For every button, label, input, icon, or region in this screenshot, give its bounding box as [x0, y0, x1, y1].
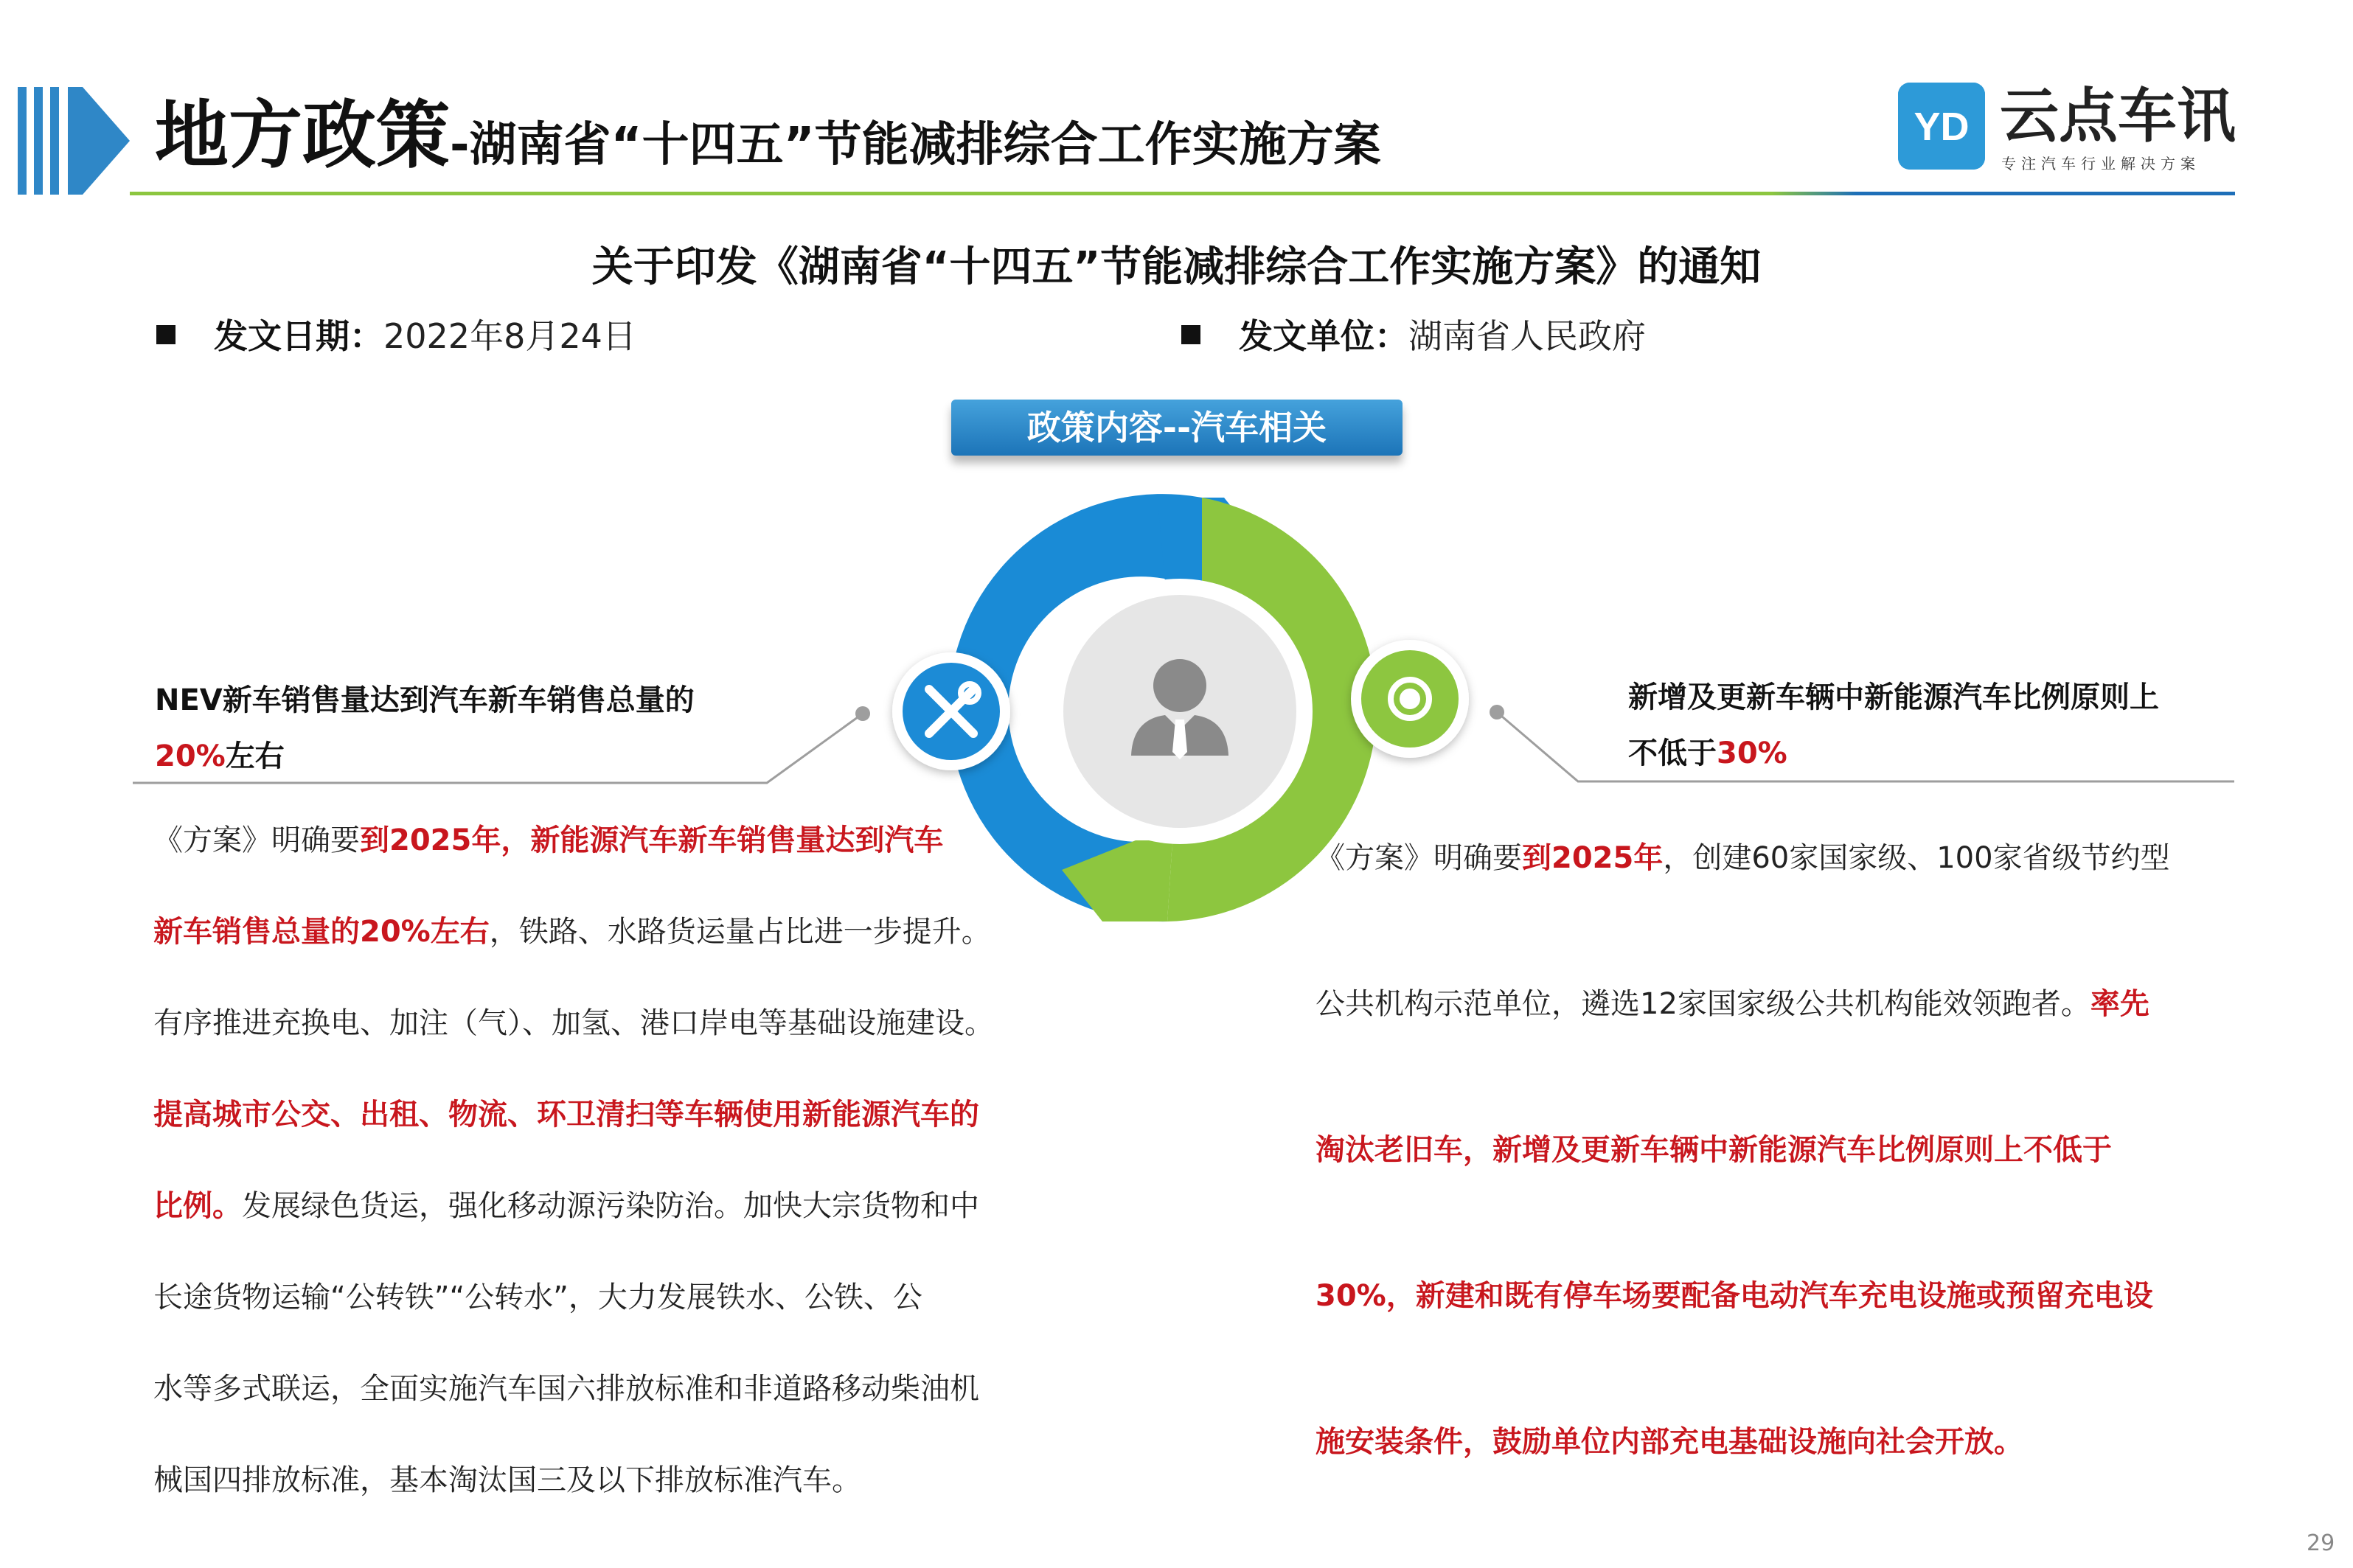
left-body-line: 械国四排放标准，基本淘汰国三及以下排放标准汽车。: [153, 1463, 861, 1497]
date-value: 2022年8月24日: [383, 316, 636, 356]
header-divider: [130, 192, 2235, 195]
left-heading-line1: NEV新车销售量达到汽车新车销售总量的: [155, 683, 695, 717]
left-body-line: 提高城市公交、出租、物流、环卫清扫等车辆使用新能源汽车的: [153, 1098, 979, 1132]
title-sub: -湖南省“十四五”节能减排综合工作实施方案: [450, 118, 1381, 173]
right-heading: [1628, 669, 2159, 781]
left-body-line: 新车销售总量的20%左右，铁路、水路货运量占比进一步提升。: [153, 915, 991, 949]
logo-mark-text: YD: [1914, 105, 1970, 149]
right-body-line: 淘汰老旧车，新增及更新车辆中新能源汽车比例原则上不低于: [1315, 1133, 2112, 1167]
left-heading: [155, 672, 695, 784]
left-body-line: 有序推进充换电、加注（气）、加氢、港口岸电等基础设施建设。: [153, 1006, 994, 1040]
notice-title: 关于印发《湖南省“十四五”节能减排综合工作实施方案》的通知: [591, 243, 1762, 291]
right-heading-prefix: 不低于: [1628, 736, 1717, 770]
right-body-line: 30%，新建和既有停车场要配备电动汽车充电设施或预留充电设: [1315, 1279, 2153, 1313]
issuing-unit: [1181, 310, 1646, 358]
right-body: [1315, 834, 2170, 1564]
left-heading-value: 20%: [155, 739, 226, 773]
unit-value: 湖南省人民政府: [1408, 316, 1646, 356]
unit-label: 发文单位：: [1239, 316, 1408, 356]
page-number: 29: [2307, 1530, 2335, 1556]
left-body-line: 《方案》明确要到2025年，新能源汽车新车销售量达到汽车: [153, 823, 944, 857]
bullet-square-icon: [156, 325, 175, 344]
left-body-line: 水等多式联运，全面实施汽车国六排放标准和非道路移动柴油机: [153, 1372, 979, 1406]
date-label: 发文日期：: [214, 316, 383, 356]
title-main: 地方政策: [155, 92, 450, 178]
right-body-line: 公共机构示范单位，遴选12家国家级公共机构能效领跑者。率先: [1315, 987, 2149, 1021]
logo-slogan: 专注汽车行业解决方案: [2001, 155, 2200, 173]
right-body-line: 施安装条件，鼓励单位内部充电基础设施向社会开放。: [1315, 1425, 2023, 1459]
logo-text: 云点车讯: [2000, 82, 2236, 150]
issue-date: [156, 310, 636, 358]
right-body-line: 《方案》明确要到2025年，创建60家国家级、100家省级节约型: [1315, 841, 2170, 875]
section-banner: 政策内容--汽车相关: [951, 400, 1403, 456]
left-connector-dot: [855, 706, 870, 721]
left-body-line: 比例。发展绿色货运，强化移动源污染防治。加快大宗货物和中: [153, 1189, 979, 1223]
left-body-line: 长途货物运输“公转铁”“公转水”，大力发展铁水、公铁、公: [153, 1280, 922, 1314]
left-body: [153, 817, 994, 1548]
logo-mark: [1898, 83, 1985, 170]
right-heading-value: 30%: [1717, 736, 1787, 770]
page-title: [155, 93, 1381, 178]
right-connector-dot: [1490, 705, 1504, 719]
bullet-square-icon: [1181, 325, 1200, 344]
left-heading-suffix: 左右: [225, 739, 285, 773]
right-heading-line1: 新增及更新车辆中新能源汽车比例原则上: [1628, 680, 2159, 714]
yd-logo-icon: [1898, 83, 1985, 170]
